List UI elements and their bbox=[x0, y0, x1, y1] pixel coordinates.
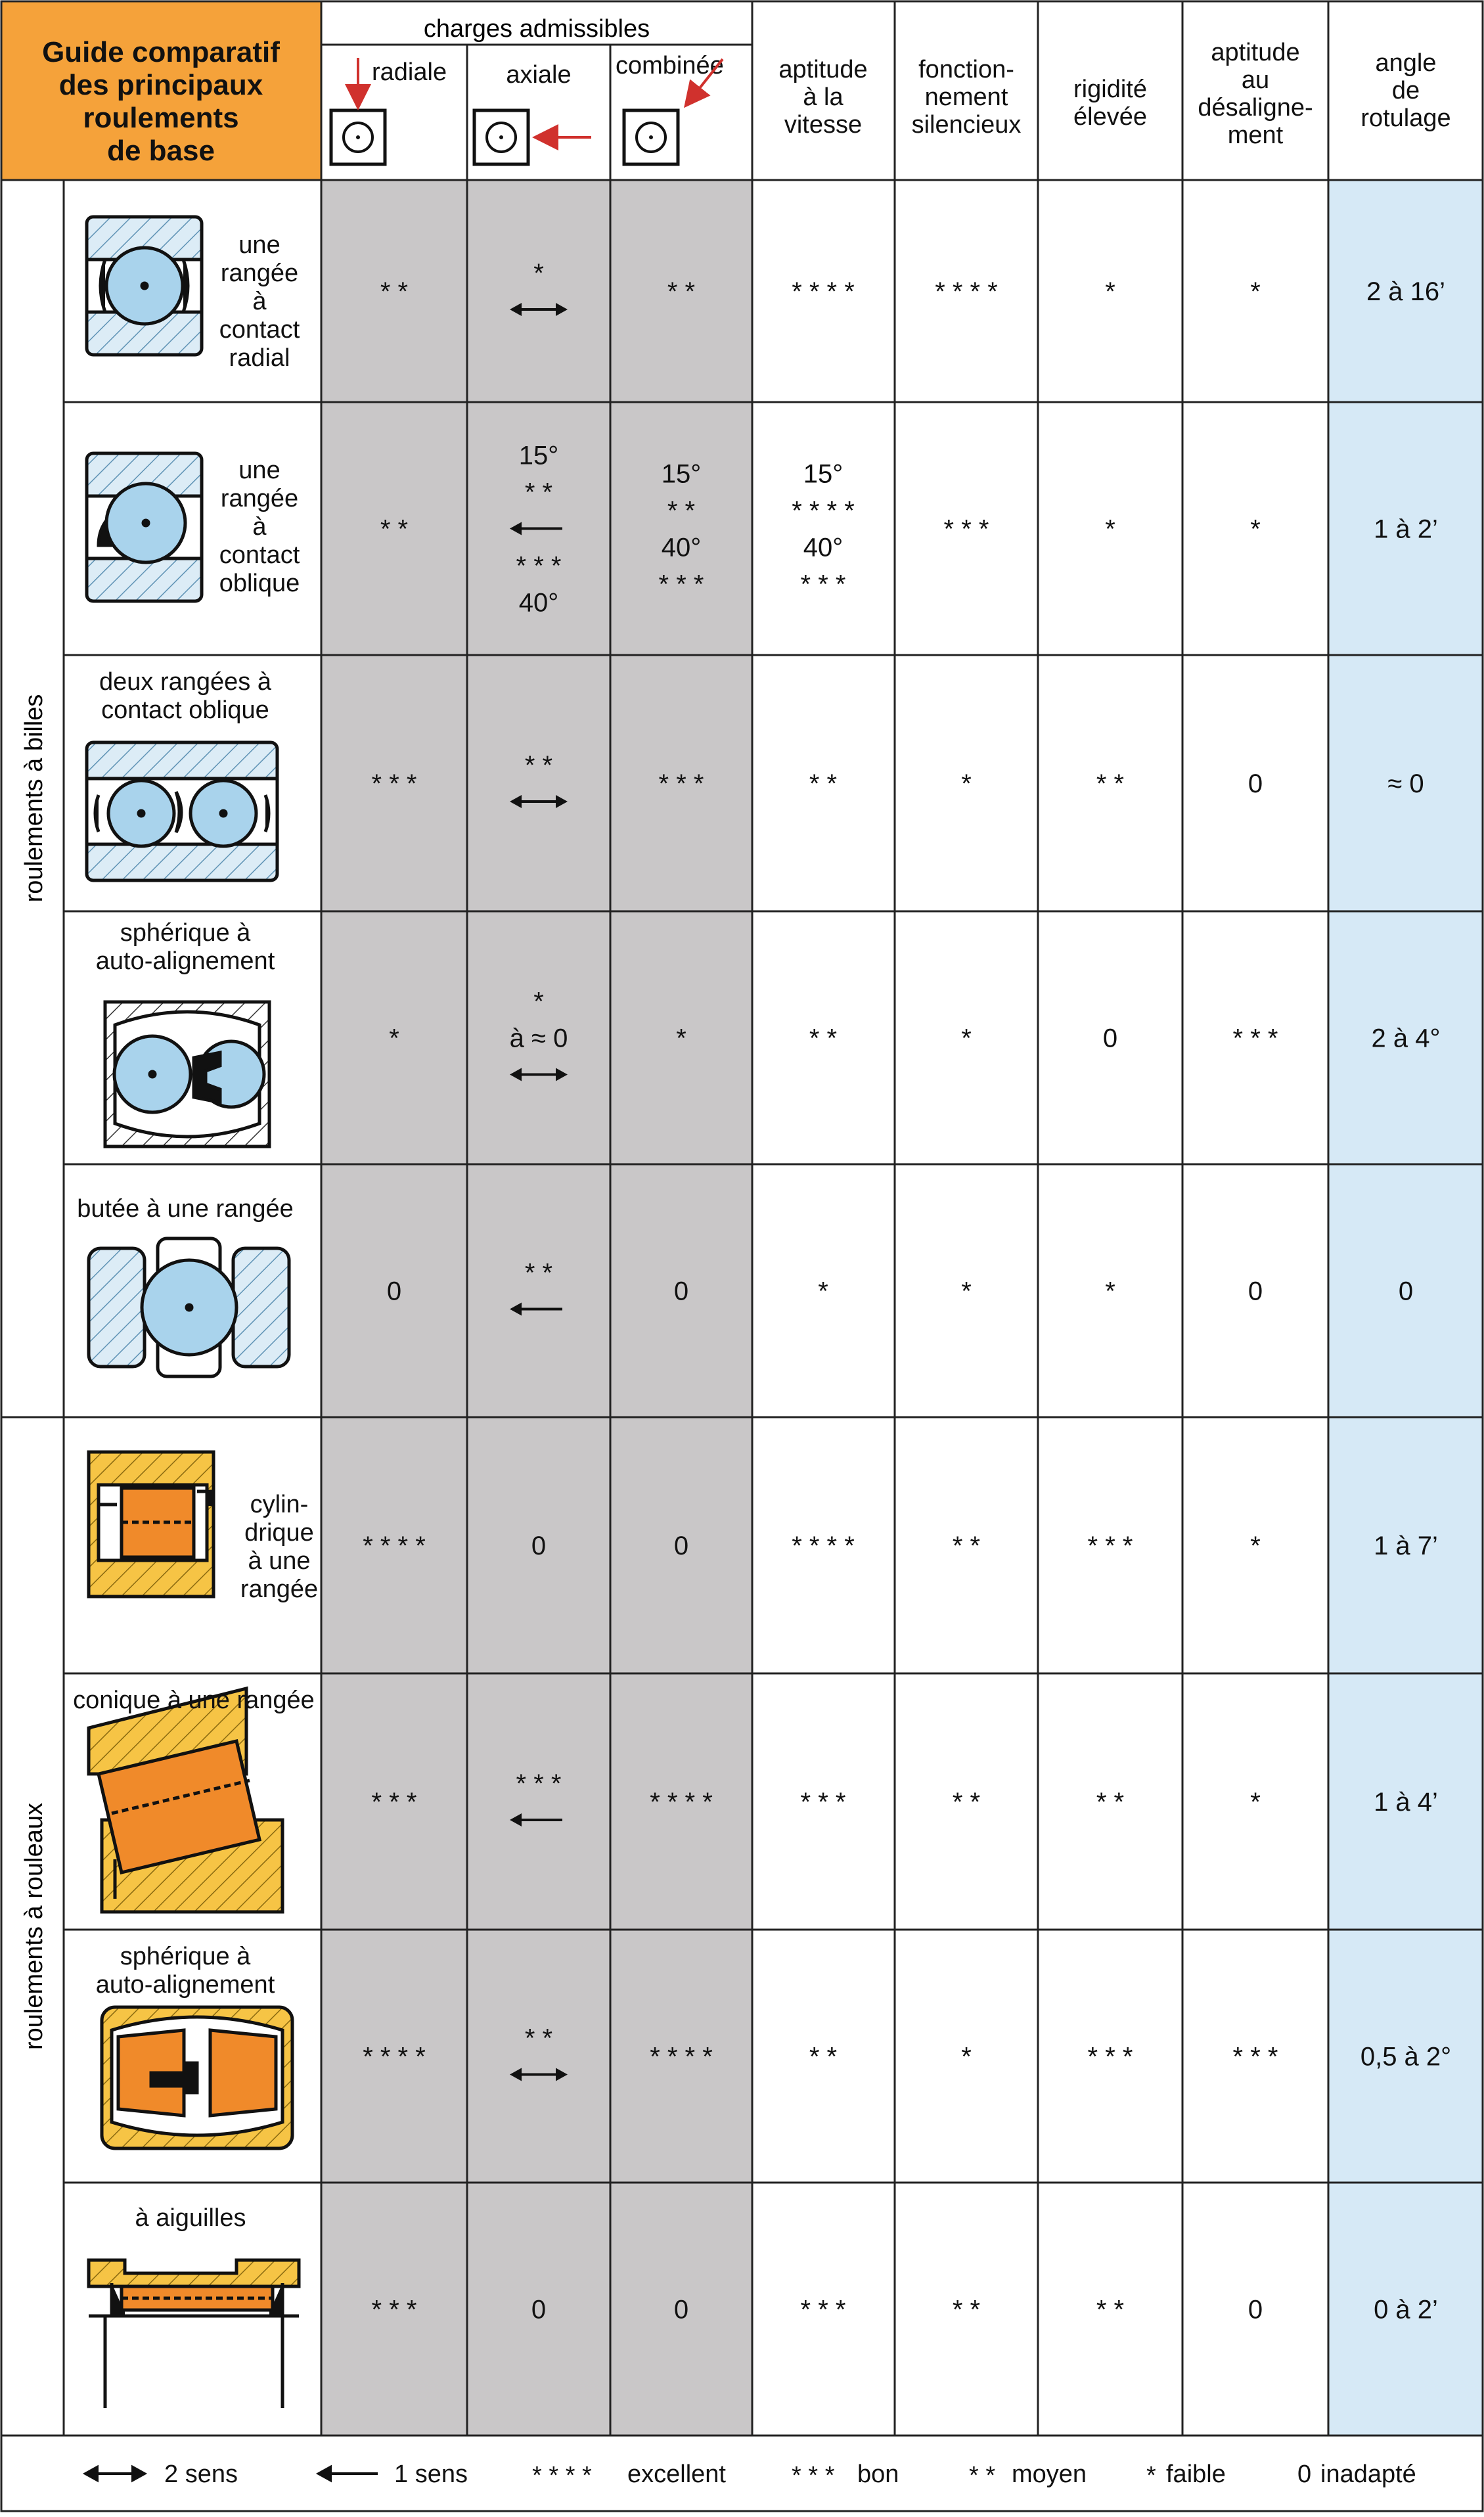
legend-moyen bbox=[969, 2460, 1087, 2489]
row-label-4 bbox=[96, 919, 275, 975]
row-label-line: drique bbox=[244, 1519, 314, 1547]
cell-value: * bbox=[389, 1024, 399, 1053]
column-header-desalignement bbox=[1198, 39, 1313, 149]
header-line: angle bbox=[1375, 49, 1437, 77]
legend-faible bbox=[1146, 2460, 1226, 2489]
cell-value: ≈ 0 bbox=[1387, 769, 1424, 798]
legend-one-way bbox=[319, 2460, 468, 2488]
header-line: rotulage bbox=[1360, 104, 1451, 132]
cell-value: 40° bbox=[661, 533, 702, 562]
title-line: roulements bbox=[83, 102, 239, 134]
cell-value: * * bbox=[1096, 1788, 1125, 1817]
cell-value: 0 bbox=[1102, 1024, 1118, 1053]
header-line: fonction- bbox=[918, 56, 1014, 83]
cell-value: * * bbox=[1096, 769, 1125, 798]
cell-value: * * bbox=[667, 496, 696, 526]
legend-two-way bbox=[85, 2460, 238, 2488]
legend-label: moyen bbox=[1012, 2460, 1087, 2488]
group-label-billes: roulements à billes bbox=[20, 694, 48, 903]
title-line: Guide comparatif bbox=[42, 36, 280, 68]
row-label-line: sphérique à bbox=[120, 919, 251, 947]
cell-value: 40° bbox=[803, 533, 843, 562]
cell-value: * * bbox=[524, 2024, 553, 2053]
cell-value: * * * bbox=[516, 1769, 562, 1798]
legend-bon bbox=[792, 2460, 899, 2489]
cell-value: * * bbox=[667, 277, 696, 306]
cell-value: * * bbox=[1096, 2295, 1125, 2324]
cell-value: 0 bbox=[386, 1277, 402, 1306]
cell-value: * * * bbox=[1232, 2042, 1278, 2072]
cell-value: 0 bbox=[1248, 2295, 1263, 2324]
cell-value: 15° bbox=[803, 459, 843, 489]
left-arrow-icon bbox=[319, 2467, 378, 2480]
column-header-silencieux bbox=[912, 56, 1022, 139]
cell-value: 0 à 2’ bbox=[1374, 2295, 1438, 2324]
cell-value: * * * bbox=[371, 769, 417, 798]
column-header-radiale: radiale bbox=[372, 58, 447, 86]
double-row-angular-ball-bearing-icon bbox=[87, 742, 277, 880]
cell-value: * * * bbox=[371, 2295, 417, 2324]
row-label-line: à bbox=[252, 288, 267, 315]
perf-column-headers bbox=[778, 39, 1450, 149]
self-aligning-ball-bearing-icon bbox=[105, 1002, 269, 1146]
cell-value: * * * * bbox=[363, 1531, 426, 1560]
cell-value: * * * bbox=[658, 570, 704, 599]
row-label-line: à aiguilles bbox=[135, 2204, 246, 2232]
header-line: au bbox=[1241, 66, 1270, 94]
cell-value: * bbox=[676, 1024, 686, 1053]
column-header-vitesse bbox=[778, 56, 867, 139]
thrust-ball-bearing-icon bbox=[89, 1238, 289, 1376]
cell-value: * * * bbox=[1232, 1024, 1278, 1053]
cell-value: * * * * bbox=[792, 277, 855, 306]
legend bbox=[85, 2460, 1416, 2489]
row-label-9 bbox=[135, 2204, 246, 2232]
cell-value: * bbox=[1250, 277, 1261, 306]
row-label-6 bbox=[240, 1491, 318, 1603]
cell-value: * * * bbox=[800, 570, 846, 599]
cell-value: 40° bbox=[518, 588, 559, 618]
cell-value: * * * * bbox=[792, 496, 855, 526]
cell-value: 0 bbox=[531, 2295, 547, 2324]
cell-value: * * * * bbox=[650, 2042, 713, 2072]
header-line: de bbox=[1391, 77, 1420, 104]
legend-symbol: * bbox=[1146, 2462, 1156, 2489]
cell-value: * * * bbox=[1087, 1531, 1133, 1560]
cell-value: * * * * bbox=[363, 2042, 426, 2072]
header-line: aptitude bbox=[1211, 39, 1300, 66]
cell-value: * * bbox=[952, 1788, 981, 1817]
row-label-line: deux rangées à bbox=[99, 668, 271, 696]
cell-value: * * bbox=[809, 769, 838, 798]
row-label-line: rangée bbox=[220, 260, 299, 287]
cell-value: 0 bbox=[1398, 1277, 1414, 1306]
column-header-rigidite bbox=[1073, 76, 1147, 131]
cell-value: * * * bbox=[371, 1788, 417, 1817]
row-label-line: rangée bbox=[220, 485, 299, 512]
charges-admissibles-header: charges admissibles bbox=[423, 15, 650, 43]
cell-value: 0,5 à 2° bbox=[1360, 2042, 1452, 2072]
cell-value: * bbox=[961, 769, 972, 798]
cell-value: * * bbox=[809, 1024, 838, 1053]
cell-value: à ≈ 0 bbox=[509, 1024, 568, 1053]
header-line: nement bbox=[924, 83, 1008, 111]
cell-value: 1 à 4’ bbox=[1374, 1788, 1438, 1817]
tapered-roller-bearing-icon bbox=[89, 1689, 282, 1912]
cell-value: * bbox=[1105, 277, 1115, 306]
header-line: à la bbox=[803, 83, 843, 111]
legend-label: excellent bbox=[627, 2460, 726, 2488]
cell-value: * bbox=[1250, 1531, 1261, 1560]
row-label-line: cylin- bbox=[250, 1491, 309, 1518]
header-line: élevée bbox=[1073, 103, 1147, 131]
row-label-5 bbox=[77, 1195, 294, 1223]
cell-value: * * * bbox=[516, 551, 562, 581]
cell-value: * bbox=[818, 1277, 828, 1306]
cell-value: * bbox=[961, 1277, 972, 1306]
column-header-combinee: combinée bbox=[616, 52, 724, 79]
cell-value: * * bbox=[380, 277, 409, 306]
header-line: aptitude bbox=[778, 56, 868, 83]
row-label-3 bbox=[99, 668, 272, 724]
legend-symbol: * * * * bbox=[532, 2462, 592, 2489]
double-arrow-icon bbox=[85, 2467, 145, 2480]
cell-value: * bbox=[533, 987, 544, 1016]
legend-excellent bbox=[532, 2460, 726, 2489]
legend-label: bon bbox=[857, 2460, 899, 2488]
cell-value: * bbox=[1105, 514, 1115, 544]
cell-value: 0 bbox=[673, 2295, 689, 2324]
row-label-line: contact oblique bbox=[101, 696, 269, 724]
cell-value: * bbox=[1250, 1788, 1261, 1817]
cell-value: 0 bbox=[673, 1277, 689, 1306]
cell-value: * * * * bbox=[792, 1531, 855, 1560]
cylindrical-roller-bearing-icon bbox=[89, 1452, 214, 1597]
cell-value: 0 bbox=[531, 1531, 547, 1560]
legend-label: inadapté bbox=[1320, 2460, 1416, 2488]
cell-value: * bbox=[961, 1024, 972, 1053]
cell-value: * * bbox=[524, 478, 553, 507]
row-label-line: sphérique à bbox=[120, 1943, 251, 1970]
legend-label: 2 sens bbox=[164, 2460, 238, 2488]
cell-value: * * bbox=[952, 2295, 981, 2324]
title-line: de base bbox=[107, 135, 215, 167]
title-line: des principaux bbox=[58, 69, 263, 101]
cell-value: 1 à 7’ bbox=[1374, 1531, 1438, 1560]
legend-symbol: 0 bbox=[1297, 2460, 1312, 2488]
row-label-line: contact bbox=[219, 316, 300, 344]
cell-value: * * * * bbox=[650, 1788, 713, 1817]
row-label-line: contact bbox=[219, 541, 300, 569]
group-label-rouleaux: roulements à rouleaux bbox=[20, 1803, 48, 2050]
ball-radial-bearing-icon bbox=[87, 217, 202, 355]
cell-value: 1 à 2’ bbox=[1374, 514, 1438, 544]
row-label-line: à une bbox=[248, 1547, 311, 1575]
legend-inadapte bbox=[1297, 2460, 1416, 2488]
cell-value: * * * bbox=[800, 1788, 846, 1817]
cell-value: * * * bbox=[800, 2295, 846, 2324]
axial-load-icon bbox=[474, 110, 591, 164]
row-label-line: une bbox=[238, 231, 281, 259]
row-label-1 bbox=[219, 231, 300, 372]
row-label-line: à bbox=[252, 513, 267, 541]
cell-value: * * * bbox=[658, 769, 704, 798]
cell-value: 0 bbox=[673, 1531, 689, 1560]
header-line: silencieux bbox=[911, 111, 1022, 139]
header-line: désaligne- bbox=[1198, 94, 1313, 122]
cell-value: * * bbox=[809, 2042, 838, 2072]
cell-value: * * bbox=[524, 751, 553, 780]
row-label-line: rangée bbox=[240, 1576, 319, 1603]
cell-value: 0 bbox=[1248, 769, 1263, 798]
cell-value: * * * bbox=[1087, 2042, 1133, 2072]
cell-value: * * bbox=[952, 1531, 981, 1560]
row-label-line: oblique bbox=[219, 570, 300, 597]
cell-value: * bbox=[1105, 1277, 1115, 1306]
row-label-line: auto-alignement bbox=[95, 947, 275, 975]
cell-value: 0 bbox=[1248, 1277, 1263, 1306]
cell-value: * bbox=[961, 2042, 972, 2072]
cell-value: * * bbox=[524, 1258, 553, 1288]
row-label-line: conique à une rangée bbox=[73, 1687, 315, 1714]
spherical-roller-bearing-icon bbox=[102, 2007, 292, 2148]
column-header-axiale: axiale bbox=[506, 61, 572, 89]
legend-symbol: * * * bbox=[792, 2462, 835, 2489]
cell-value: 15° bbox=[518, 441, 559, 470]
row-label-line: une bbox=[238, 457, 281, 484]
column-header-angle-rotulage bbox=[1360, 49, 1450, 132]
header-line: rigidité bbox=[1073, 76, 1147, 103]
legend-label: 1 sens bbox=[394, 2460, 468, 2488]
legend-label: faible bbox=[1166, 2460, 1226, 2488]
row-label-line: butée à une rangée bbox=[77, 1195, 294, 1223]
cell-value: * bbox=[533, 259, 544, 288]
row-label-line: radial bbox=[229, 344, 290, 372]
needle-roller-bearing-icon bbox=[89, 2260, 299, 2408]
header-line: vitesse bbox=[784, 111, 863, 139]
row-label-8 bbox=[96, 1943, 275, 1999]
row-label-line: auto-alignement bbox=[95, 1971, 275, 1999]
cell-value: * * * * bbox=[935, 277, 998, 306]
cell-value: 2 à 16’ bbox=[1366, 277, 1446, 306]
cell-value: * * bbox=[380, 514, 409, 544]
row-label-2 bbox=[219, 457, 300, 597]
load-column-headers bbox=[372, 52, 724, 89]
cell-value: 15° bbox=[661, 459, 702, 489]
cell-value: * bbox=[1250, 514, 1261, 544]
header-line: ment bbox=[1227, 122, 1284, 149]
ball-angular-contact-bearing-icon bbox=[87, 453, 202, 601]
cell-value: 2 à 4° bbox=[1371, 1024, 1441, 1053]
legend-symbol: * * bbox=[969, 2462, 996, 2489]
cell-value: * * * bbox=[943, 514, 989, 544]
row-label-7 bbox=[73, 1687, 315, 1714]
